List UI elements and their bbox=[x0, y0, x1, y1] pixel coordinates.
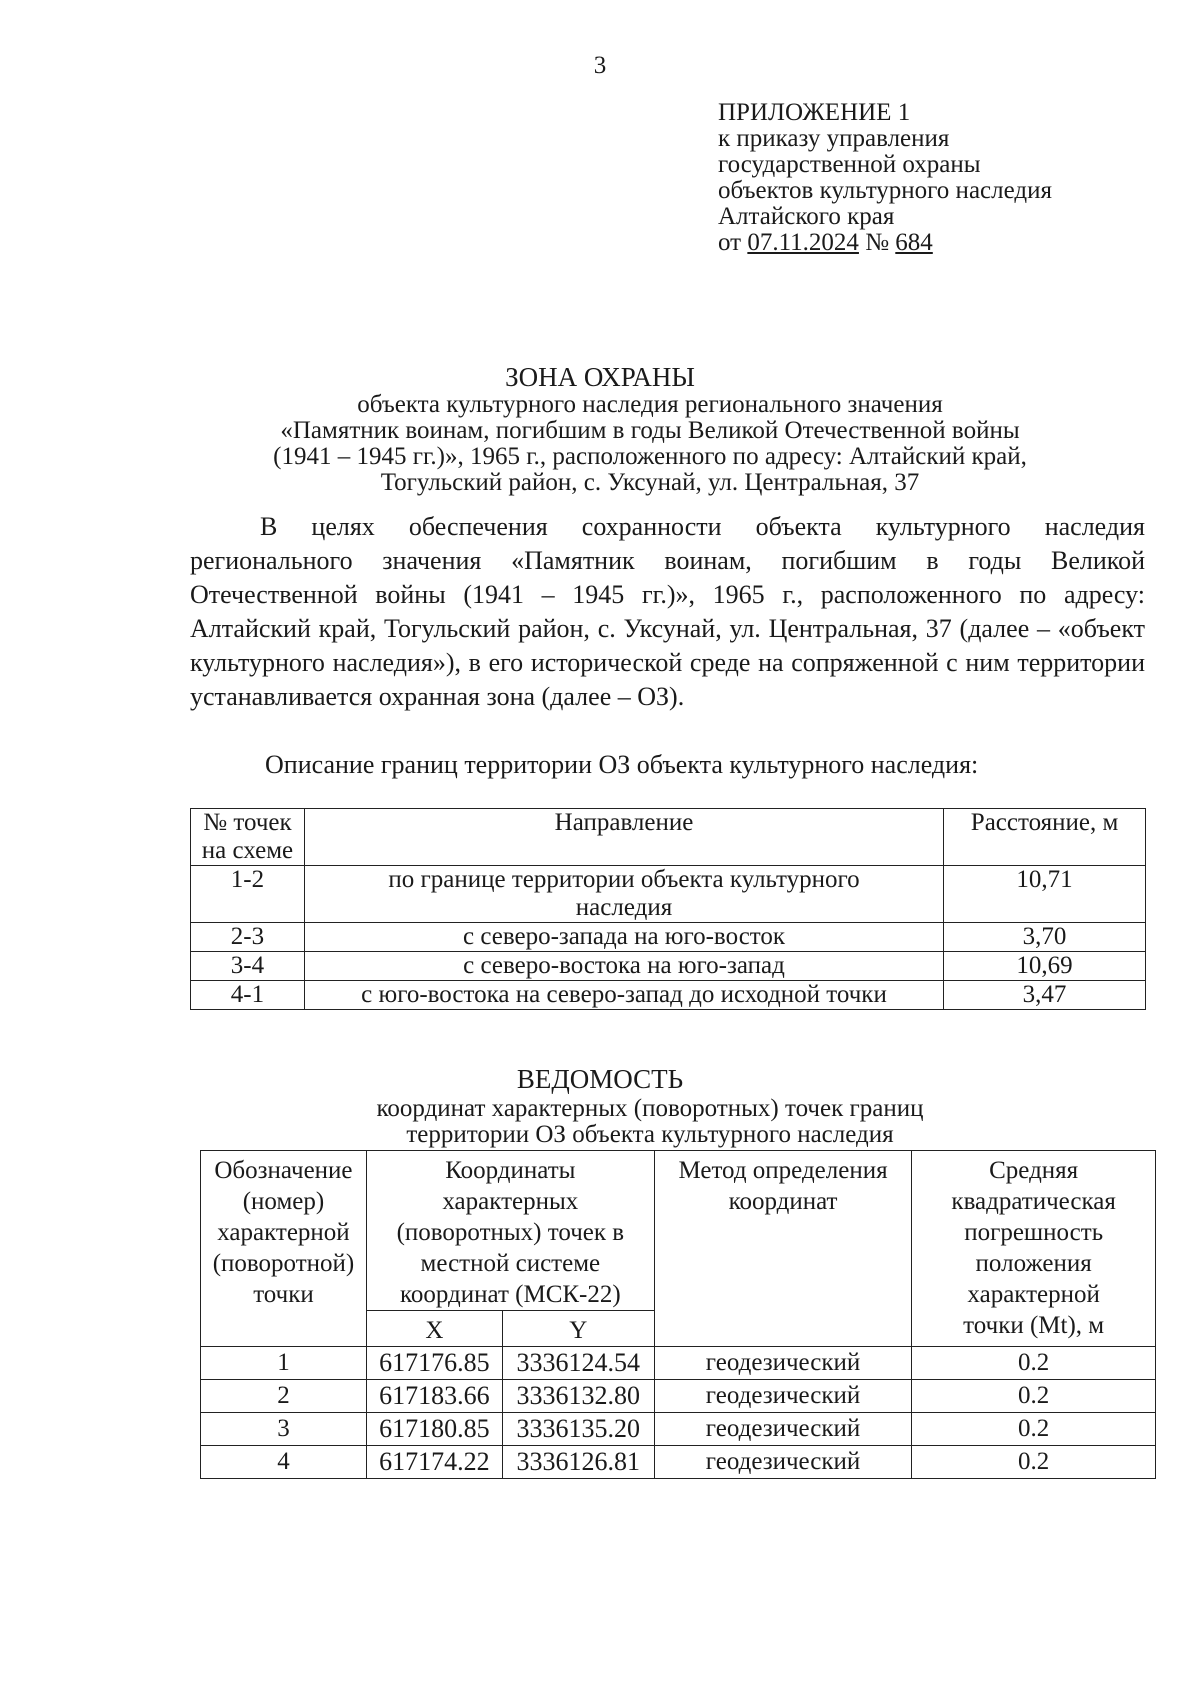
header-x: X bbox=[366, 1311, 502, 1347]
cell-direction bbox=[304, 866, 943, 923]
appendix-line: к приказу управления bbox=[718, 125, 950, 152]
header-text: № точек bbox=[203, 809, 292, 836]
cell-x: 617174.22 bbox=[366, 1446, 502, 1479]
header-designation bbox=[201, 1151, 367, 1347]
direction-text: по границе территории объекта культурного bbox=[388, 866, 860, 893]
cell-distance: 10,71 bbox=[944, 866, 1146, 923]
cell-y: 3336126.81 bbox=[502, 1446, 654, 1479]
table-header-row bbox=[201, 1151, 1156, 1311]
header-text: Метод определения bbox=[678, 1157, 888, 1184]
header-text: местной системе bbox=[420, 1250, 601, 1277]
header-direction: Направление bbox=[304, 809, 943, 866]
table-header-row bbox=[191, 809, 1146, 866]
header-text: (поворотной) bbox=[212, 1250, 355, 1277]
cell-method: геодезический bbox=[654, 1380, 912, 1413]
cell-method: геодезический bbox=[654, 1446, 912, 1479]
order-number: 684 bbox=[895, 229, 933, 256]
cell-distance: 3,70 bbox=[944, 923, 1146, 952]
table-row bbox=[201, 1413, 1156, 1446]
statement-subtitle-line: территории ОЗ объекта культурного наследия bbox=[406, 1121, 894, 1148]
cell-method: геодезический bbox=[654, 1347, 912, 1380]
zone-subtitle-line: объекта культурного наследия регионального значения bbox=[357, 391, 943, 418]
table-row bbox=[191, 866, 1146, 923]
header-text: точки (Mt), м bbox=[963, 1312, 1105, 1339]
header-text: координат (МСК-22) bbox=[399, 1281, 621, 1308]
cell-direction: с северо-востока на юго-запад bbox=[304, 952, 943, 981]
appendix-line: государственной охраны bbox=[718, 151, 981, 178]
order-date: 07.11.2024 bbox=[747, 229, 859, 256]
header-method bbox=[654, 1151, 912, 1347]
header-text: координат bbox=[728, 1188, 838, 1215]
borders-caption: Описание границ территории ОЗ объекта культурного наследия: bbox=[265, 750, 979, 779]
table-row bbox=[201, 1347, 1156, 1380]
cell-x: 617176.85 bbox=[366, 1347, 502, 1380]
statement-title: ВЕДОМОСТЬ bbox=[516, 1064, 684, 1094]
zone-title: ЗОНА ОХРАНЫ bbox=[505, 362, 695, 392]
cell-y: 3336124.54 bbox=[502, 1347, 654, 1380]
cell-x: 617183.66 bbox=[366, 1380, 502, 1413]
table-row bbox=[201, 1446, 1156, 1479]
header-text: Координаты bbox=[445, 1157, 576, 1184]
zone-subtitle-line: «Памятник воинам, погибшим в годы Великой Отечественной войны bbox=[280, 417, 1020, 444]
header-y: Y bbox=[502, 1311, 654, 1347]
appendix-block bbox=[718, 100, 1052, 256]
cell-direction: с юго-востока на северо-запад до исходной точки bbox=[304, 981, 943, 1010]
header-points bbox=[191, 809, 305, 866]
intro-paragraph: В целях обеспечения сохранности объекта культурного наследия регионального значения «Памятник воинам, погибшим в годы Великой Отечественной войны (1941 – 1945 гг.)», 1965 г., расположенного по адресу: Алтайский край, Тогульский район, с. Уксунай, ул. Центральная, 37 (далее – «объект культурного наследия»), в его исторической среде на сопряженной с ним территории устанавливается охранная зона (далее – ОЗ). bbox=[190, 512, 1145, 711]
cell-point: 3 bbox=[201, 1413, 367, 1446]
coordinates-table bbox=[200, 1150, 1156, 1479]
header-text: положения bbox=[975, 1250, 1092, 1277]
cell-distance: 10,69 bbox=[944, 952, 1146, 981]
header-text: Обозначение bbox=[214, 1157, 353, 1184]
header-text: погрешность bbox=[964, 1219, 1104, 1246]
page-number: 3 bbox=[593, 52, 607, 79]
cell-distance: 3,47 bbox=[944, 981, 1146, 1010]
header-text: на схеме bbox=[201, 837, 294, 864]
header-text: точки bbox=[253, 1281, 314, 1308]
cell-error: 0.2 bbox=[912, 1380, 1156, 1413]
header-text: Средняя bbox=[989, 1157, 1079, 1184]
appendix-line: Алтайского края bbox=[718, 203, 895, 230]
borders-table bbox=[190, 808, 1146, 1010]
cell-error: 0.2 bbox=[912, 1347, 1156, 1380]
cell-y: 3336132.80 bbox=[502, 1380, 654, 1413]
date-prefix: от bbox=[718, 229, 748, 256]
cell-points: 3-4 bbox=[191, 952, 305, 981]
zone-subtitle-line: Тогульский район, с. Уксунай, ул. Центральная, 37 bbox=[380, 469, 920, 496]
statement-subtitle-line: координат характерных (поворотных) точек границ bbox=[376, 1095, 924, 1122]
zone-subtitle-line: (1941 – 1945 гг.)», 1965 г., расположенного по адресу: Алтайский край, bbox=[273, 443, 1027, 470]
table-row bbox=[191, 981, 1146, 1010]
table-row bbox=[201, 1380, 1156, 1413]
cell-direction: с северо-запада на юго-восток bbox=[304, 923, 943, 952]
cell-error: 0.2 bbox=[912, 1446, 1156, 1479]
header-text: (номер) bbox=[242, 1188, 325, 1215]
cell-point: 1 bbox=[201, 1347, 367, 1380]
table-row bbox=[191, 923, 1146, 952]
header-text: квадратическая bbox=[951, 1188, 1116, 1215]
appendix-line: объектов культурного наследия bbox=[718, 177, 1052, 204]
cell-x: 617180.85 bbox=[366, 1413, 502, 1446]
direction-text: наследия bbox=[575, 894, 673, 921]
cell-method: геодезический bbox=[654, 1413, 912, 1446]
statement-subtitle bbox=[300, 1096, 1000, 1148]
zone-subtitle bbox=[200, 392, 1100, 496]
cell-points: 4-1 bbox=[191, 981, 305, 1010]
header-text: характерной bbox=[967, 1281, 1100, 1308]
cell-point: 4 bbox=[201, 1446, 367, 1479]
header-text: характерной bbox=[217, 1219, 350, 1246]
appendix-title: ПРИЛОЖЕНИЕ 1 bbox=[718, 99, 911, 126]
table-row bbox=[191, 952, 1146, 981]
header-distance: Расстояние, м bbox=[944, 809, 1146, 866]
cell-y: 3336135.20 bbox=[502, 1413, 654, 1446]
appendix-date-line bbox=[718, 230, 1052, 256]
header-coordinates bbox=[366, 1151, 654, 1311]
header-text: характерных bbox=[442, 1188, 579, 1215]
header-error bbox=[912, 1151, 1156, 1347]
cell-error: 0.2 bbox=[912, 1413, 1156, 1446]
cell-point: 2 bbox=[201, 1380, 367, 1413]
cell-points: 2-3 bbox=[191, 923, 305, 952]
number-prefix: № bbox=[858, 229, 896, 256]
cell-points: 1-2 bbox=[191, 866, 305, 923]
header-text: (поворотных) точек в bbox=[396, 1219, 625, 1246]
